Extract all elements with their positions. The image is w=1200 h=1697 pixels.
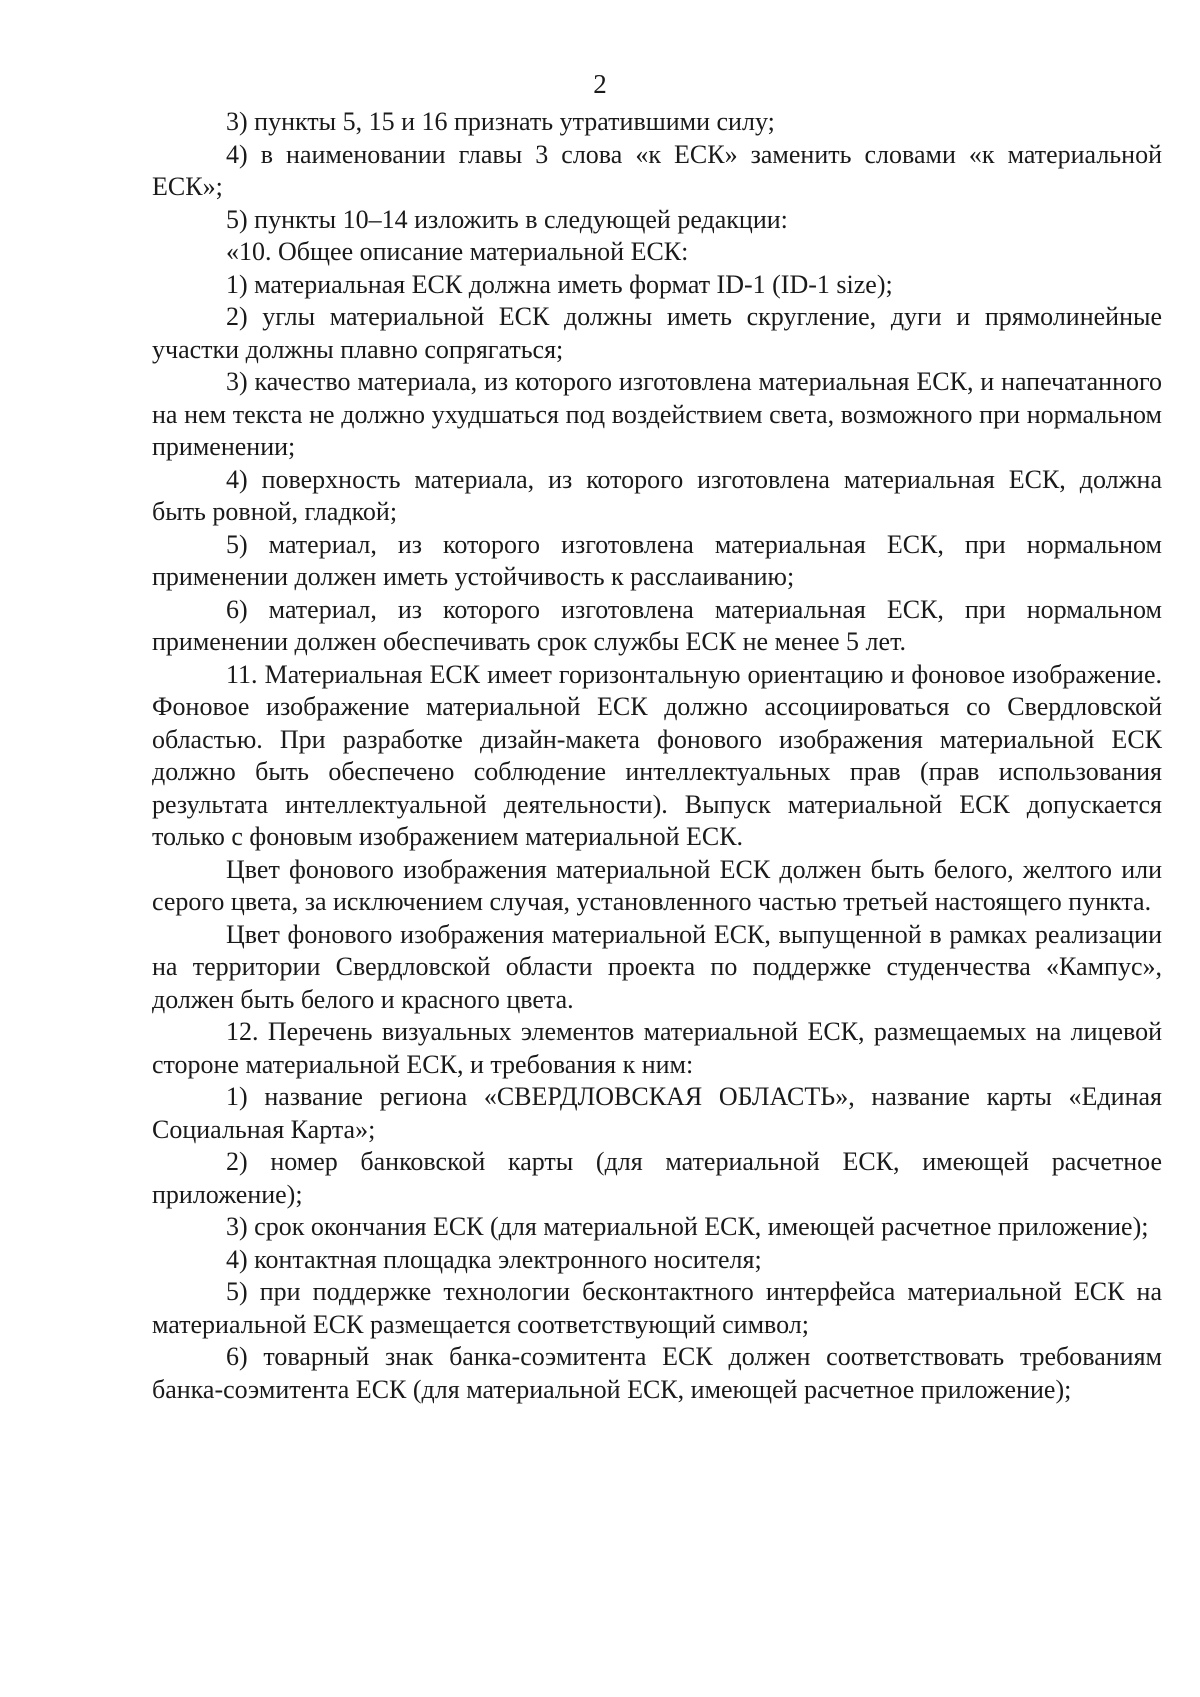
paragraph-visual-5: 5) при поддержке технологии бесконтактного интерфейса материальной ЕСК на материальной ЕСК размещается соответствующий символ; — [152, 1277, 1162, 1339]
paragraph-visual-4: 4) контактная площадка электронного носителя; — [226, 1244, 762, 1274]
paragraph-visual-3: 3) срок окончания ЕСК (для материальной ЕСК, имеющей расчетное приложение); — [226, 1212, 1149, 1241]
page-number: 2 — [593, 69, 607, 99]
paragraph-visual-1: 1) название региона «СВЕРДЛОВСКАЯ ОБЛАСТЬ», название карты «Единая Социальная Карта»; — [152, 1082, 1162, 1144]
paragraph-section-10: «10. Общее описание материальной ЕСК: — [226, 237, 689, 266]
paragraph-item-5: 5) пункты 10–14 изложить в следующей редакции: — [226, 204, 788, 234]
paragraph-section-12: 12. Перечень визуальных элементов материальной ЕСК, размещаемых на лицевой стороне материальной ЕСК, и требования к ним: — [152, 1017, 1162, 1079]
paragraph-section-11: 11. Материальная ЕСК имеет горизонтальную ориентацию и фоновое изображение. Фоновое изображение материальной ЕСК должно ассоциироваться со Свердловской областью. При разработке дизайн-макета фонового изображения материальной ЕСК должно быть обеспечено соблюдение интеллектуальных прав (прав использования результата интеллектуальной деятельности). Выпуск материальной ЕСК допускается только с фоновым изображением материальной ЕСК. — [152, 659, 1162, 851]
paragraph-item-4: 4) в наименовании главы 3 слова «к ЕСК» заменить словами «к материальной ЕСК»; — [152, 139, 1162, 201]
paragraph-sub-1: 1) материальная ЕСК должна иметь формат ID-1 (ID-1 size); — [226, 269, 893, 299]
paragraph-color-requirement: Цвет фонового изображения материальной ЕСК должен быть белого, желтого или серого цвета, за исключением случая, установленного частью третьей настоящего пункта. — [152, 854, 1162, 916]
paragraph-visual-2: 2) номер банковской карты (для материальной ЕСК, имеющей расчетное приложение); — [152, 1147, 1162, 1209]
document-body — [152, 106, 1162, 1406]
paragraph-visual-6: 6) товарный знак банка-соэмитента ЕСК должен соответствовать требованиям банка-соэмитента ЕСК (для материальной ЕСК, имеющей расчетное приложение); — [152, 1342, 1162, 1404]
paragraph-sub-6: 6) материал, из которого изготовлена материальная ЕСК, при нормальном применении должен обеспечивать срок службы ЕСК не менее 5 лет. — [152, 594, 1162, 656]
paragraph-sub-5: 5) материал, из которого изготовлена материальная ЕСК, при нормальном применении должен иметь устойчивость к расслаиванию; — [152, 529, 1162, 591]
paragraph-sub-4: 4) поверхность материала, из которого изготовлена материальная ЕСК, должна быть ровной, гладкой; — [152, 464, 1162, 526]
paragraph-sub-3: 3) качество материала, из которого изготовлена материальная ЕСК, и напечатанного на нем текста не должно ухудшаться под воздействием света, возможного при нормальном применении; — [152, 367, 1162, 461]
paragraph-campus-color: Цвет фонового изображения материальной ЕСК, выпущенной в рамках реализации на территории Свердловской области проекта по поддержке студенчества «Кампус», должен быть белого и красного цвета. — [152, 919, 1162, 1014]
paragraph-item-3: 3) пункты 5, 15 и 16 признать утратившими силу; — [226, 107, 775, 136]
paragraph-sub-2: 2) углы материальной ЕСК должны иметь скругление, дуги и прямолинейные участки должны плавно сопрягаться; — [152, 302, 1162, 364]
